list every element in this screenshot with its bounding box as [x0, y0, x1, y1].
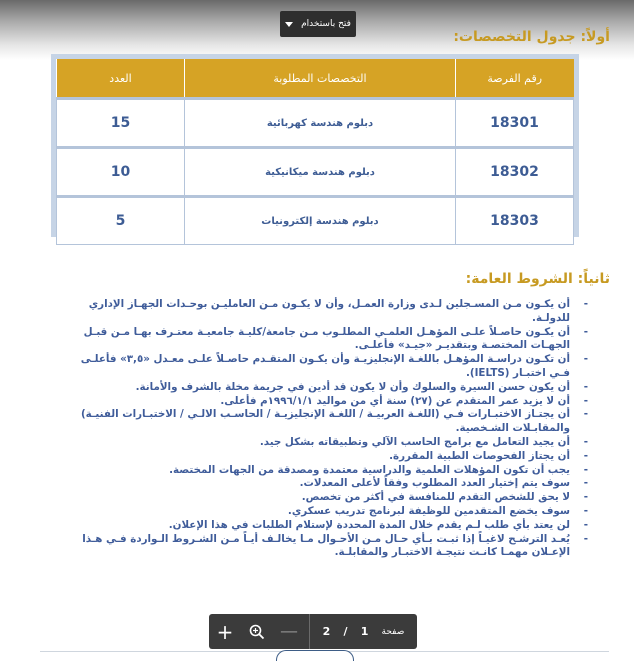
zoom-out-button[interactable] [273, 614, 305, 649]
list-item [62, 450, 590, 464]
magnifier-zoom-icon [249, 624, 265, 640]
opportunity-number: 18301 [456, 99, 574, 148]
bullet-dash: - [583, 477, 588, 490]
list-item [62, 395, 590, 409]
total-pages: 2 [322, 625, 331, 638]
list-item [62, 519, 590, 533]
condition-text: أن يكون حسن السيرة والسلوك وأن لا يكون قد أدين في جريمة مخلة بالشرف والأمانة. [135, 380, 570, 393]
bullet-dash: - [583, 518, 588, 531]
page-indicator [310, 625, 417, 638]
bullet-dash: - [583, 449, 588, 462]
current-page[interactable]: 1 [360, 625, 369, 638]
required-count: 15 [57, 99, 185, 148]
required-count: 5 [57, 197, 185, 245]
condition-text: يُعـد الترشـح لاغيـاً إذا ثبـت بـأي حـال مـن الأحـوال مـا يخالـف أيـاً مـن الشـروط الـواردة فـي هـذا الإعـلان مهمـا كانـت نتيجـة الاختبـار والمقابلـة. [82, 532, 570, 559]
general-conditions-title: ثانياً: الشروط العامة: [465, 271, 610, 287]
bullet-dash: - [583, 394, 588, 407]
zoom-in-button[interactable] [209, 614, 241, 649]
header-opportunity-number: رقم الفرصة [456, 59, 574, 99]
bullet-dash: - [583, 298, 588, 310]
list-item [62, 533, 590, 561]
table-header-row [57, 59, 574, 99]
bullet-dash: - [583, 380, 588, 393]
required-count: 10 [57, 148, 185, 197]
bullet-dash: - [583, 408, 588, 421]
list-item [62, 408, 590, 436]
table-row [57, 99, 574, 148]
open-with-label: فتح باستخدام [301, 19, 351, 29]
condition-text: سوف يتم إختيار العدد المطلوب وفقاً لأعلى المعدلات. [299, 477, 570, 490]
opportunity-number: 18303 [456, 197, 574, 245]
condition-text: أن تكـون دراسـة المؤهـل باللغـة الإنجليزيـة وأن يكـون المتقـدم حاصـلاً علـى معـدل «٣,٥» فأعلـى فـي اختبـار (IELTS). [80, 353, 570, 379]
specialization-name: دبلوم هندسة إلكترونيات [185, 197, 456, 245]
bullet-dash: - [583, 463, 588, 476]
list-item [62, 436, 590, 450]
page-separator: / [343, 625, 348, 638]
zoom-reset-button[interactable] [241, 614, 273, 649]
header-count: العدد [57, 59, 185, 99]
page-navigation-toolbar [209, 614, 417, 649]
list-item [62, 353, 590, 381]
list-item [62, 298, 590, 326]
bullet-dash: - [583, 504, 588, 517]
general-conditions-list [62, 298, 590, 560]
specialization-name: دبلوم هندسة ميكانيكية [185, 148, 456, 197]
condition-text: أن لا يزيد عمر المتقدم عن (٢٧) سنة أي من مواليد ١٩٩٦/١/١م فأعلى. [220, 394, 570, 407]
condition-text: أن يكـون حاصـلاً علـى المؤهـل العلمـي المطلـوب مـن جامعة/كليـة جامعيـة معتـرف بهـا مـن قبـل الجهـات المختصـة وبتقديـر «جيـد» فأعلـى. [83, 325, 570, 352]
condition-text: لا يحق للشخص التقدم للمنافسة في أكثر من تخصص. [301, 491, 570, 504]
table-row [57, 197, 574, 245]
condition-text: أن يجتـاز الاختبـارات فـي (اللغـة العربيـة / اللغـة الإنجليزيـة / الحاسـب الالـي / الاختبـارات الفنيـة) والمقابـلات الشـخصية. [80, 408, 570, 435]
condition-text: لن يعتد بأي طلب لـم يقدم خلال المدة المحددة لإستلام الطلبات في هذا الإعلان. [168, 518, 570, 531]
condition-text: أن يجتاز الفحوصات الطبية المقررة. [389, 449, 570, 462]
bullet-dash: - [583, 353, 588, 366]
minus-icon: — [280, 621, 298, 642]
bullet-dash: - [583, 532, 588, 545]
list-item [62, 464, 590, 478]
open-with-button[interactable] [280, 11, 356, 37]
specializations-table [56, 59, 574, 245]
condition-text: أن يجيد التعامل مع برامج الحاسب الآلي وتطبيقاته بشكل جيد. [259, 435, 570, 448]
list-item [62, 491, 590, 505]
plus-icon: + [216, 619, 234, 644]
opportunity-number: 18302 [456, 148, 574, 197]
condition-text: أن يكـون مـن المسـجلين لـدى وزارة العمـل، وأن لا يكـون مـن العامليـن بوحـدات الجهـاز الإداري للدولـة. [88, 298, 570, 324]
list-item [62, 326, 590, 354]
bullet-dash: - [583, 435, 588, 448]
page-label: صفحة [381, 626, 405, 637]
bullet-dash: - [583, 491, 588, 504]
table-row [57, 148, 574, 197]
condition-text: سوف يخضع المتقدمين للوظيفة لبرنامج تدريب عسكري. [287, 504, 570, 517]
chevron-down-icon [285, 22, 293, 27]
list-item [62, 477, 590, 491]
header-required-specializations: التخصصات المطلوبة [185, 59, 456, 99]
specializations-table-frame [51, 54, 579, 237]
condition-text: يجب أن تكون المؤهلات العلمية والدراسية معتمدة ومصدقة من الجهات المختصة. [169, 463, 570, 476]
bullet-dash: - [583, 325, 588, 338]
specializations-table-title: أولاً: جدول التخصصات: [453, 29, 610, 45]
list-item [62, 505, 590, 519]
list-item [62, 381, 590, 395]
specialization-name: دبلوم هندسة كهربائية [185, 99, 456, 148]
